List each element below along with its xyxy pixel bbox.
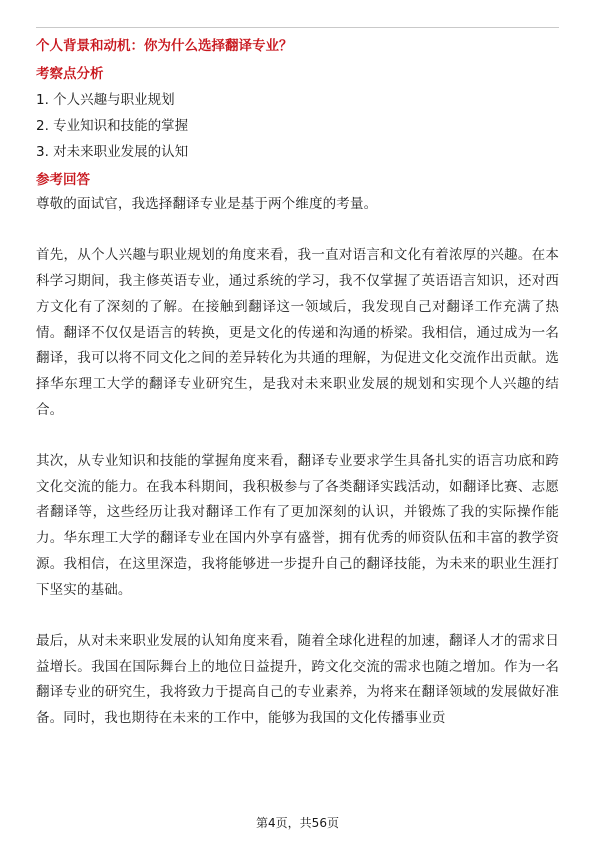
- header-divider: [36, 27, 559, 28]
- analysis-list: [36, 90, 559, 168]
- answer-paragraph: 其次，从专业知识和技能的掌握角度来看，翻译专业要求学生具备扎实的语言功底和跨文化交流的能力。在我本科期间，我积极参与了各类翻译实践活动，如翻译比赛、志愿者翻译等，这些经历让我对翻译工作有了更加深刻的认识，并锻炼了我的实际操作能力。华东理工大学的翻译专业在国内外享有盛誉，拥有优秀的师资队伍和丰富的教学资源。我相信，在这里深造，我将能够进一步提升自己的翻译技能，为未来的职业生涯打下坚实的基础。: [36, 453, 559, 598]
- page-content: [36, 36, 559, 732]
- answer-paragraph: 最后，从对未来职业发展的认知角度来看，随着全球化进程的加速，翻译人才的需求日益增长。我国在国际舞台上的地位日益提升，跨文化交流的需求也随之增加。作为一名翻译专业的研究生，我将致力于提高自己的专业素养，为将来在翻译领域的发展做好准备。同时，我也期待在未来的工作中，能够为我国的文化传播事业贡: [36, 632, 559, 727]
- answer-section: [36, 170, 559, 732]
- answer-paragraph: 首先，从个人兴趣与职业规划的角度来看，我一直对语言和文化有着浓厚的兴趣。在本科学习期间，我主修英语专业，通过系统的学习，我不仅掌握了英语语言知识，还对西方文化有了深刻的了解。在接触到翻译这一领域后，我发现自己对翻译工作充满了热情。翻译不仅仅是语言的转换，更是文化的传递和沟通的桥梁。我相信，通过成为一名翻译，我可以将不同文化之间的差异转化为共通的理解，为促进文化交流作出贡献。选择华东理工大学的翻译专业研究生，是我对未来职业发展的规划和实现个人兴趣的结合。: [36, 247, 559, 418]
- answer-paragraph: 尊敬的面试官，我选择翻译专业是基于两个维度的考量。: [36, 196, 378, 212]
- list-item: 3. 对未来职业发展的认知: [36, 144, 189, 160]
- answer-body: [36, 192, 559, 732]
- list-item: 1. 个人兴趣与职业规划: [36, 92, 175, 108]
- list-item: 2. 专业知识和技能的掌握: [36, 118, 189, 134]
- answer-heading: 参考回答: [36, 172, 90, 188]
- question-title: 个人背景和动机：你为什么选择翻译专业？: [36, 38, 293, 54]
- analysis-heading: 考察点分析: [36, 66, 104, 82]
- page-number: 第4页，共56页: [256, 816, 339, 830]
- analysis-section: [36, 64, 559, 168]
